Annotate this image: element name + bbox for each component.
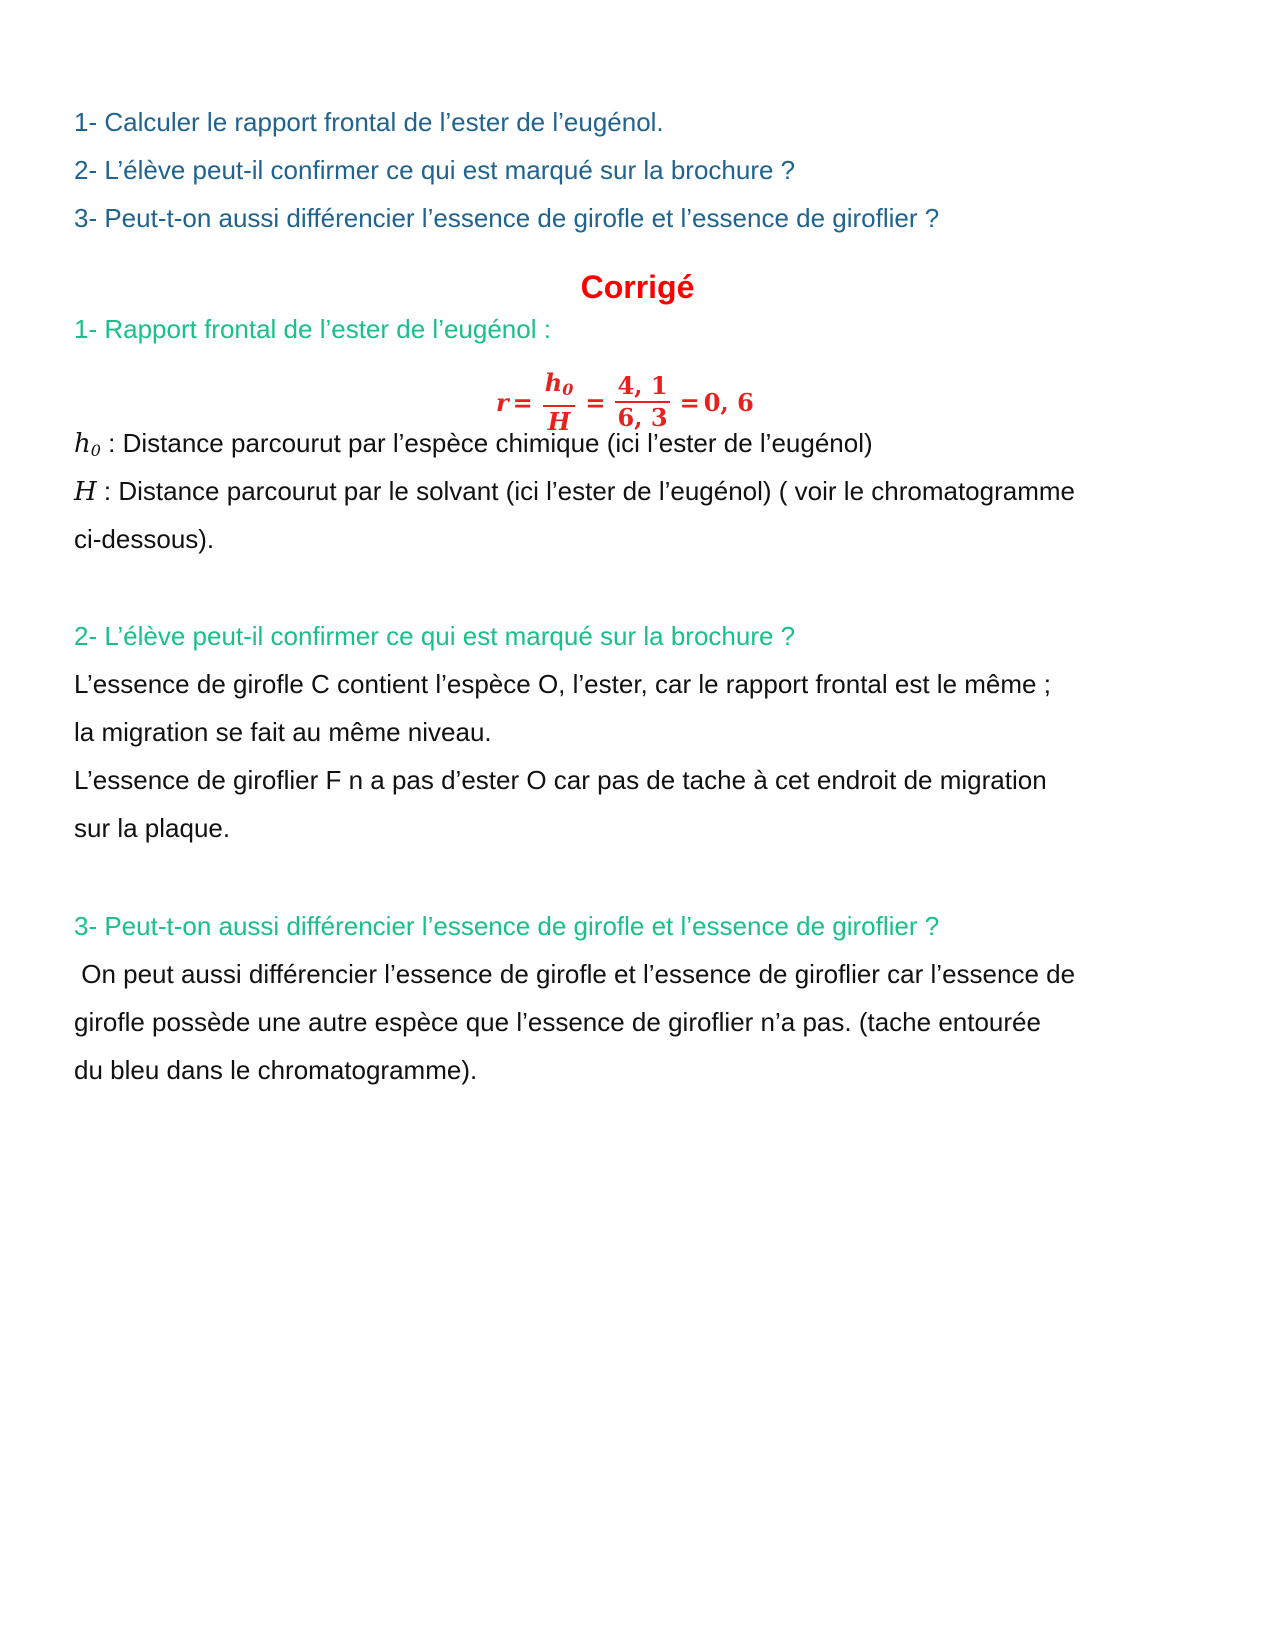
question-1: 1- Calculer le rapport frontal de l’ester de l’eugénol. [74,107,664,137]
question-2: 2- L’élève peut-il confirmer ce qui est marqué sur la brochure ? [74,155,796,185]
formula-lhs: r [496,387,509,417]
formula-result: 0, 6 [703,387,754,417]
H-definition: H : Distance parcourut par le solvant (ici l’ester de l’eugénol) ( voir le chromatogramme [74,476,1075,507]
section2-heading: 2- L’élève peut-il confirmer ce qui est marqué sur la brochure ? [74,621,796,651]
section3-heading: 3- Peut-t-on aussi différencier l’essence de girofle et l’essence de giroflier ? [74,911,940,941]
section2-line-4: sur la plaque. [74,813,231,843]
formula-fraction-numeric [615,371,669,433]
formula-eq2: = [585,387,606,417]
h0-definition: $h_0$ : Distance parcourut par l’espèce chimique (ici l’ester de l’eugénol) [74,428,873,460]
section1-heading: 1- Rapport frontal de l’ester de l’eugénol : [74,314,551,344]
section3-line-1: On peut aussi différencier l’essence de girofle et l’essence de giroflier car l’essence de [74,959,1076,989]
section2-line-2: la migration se fait au même niveau. [74,717,492,747]
section2-line-3: L’essence de giroflier F n a pas d’ester O car pas de tache à cet endroit de migration [74,765,1047,795]
section2-line-1: L’essence de girofle C contient l’espèce O, l’ester, car le rapport frontal est le même ; [74,669,1051,699]
H-definition-cont: ci-dessous). [74,524,215,554]
formula-frac2-numerator: 4, 1 [617,371,668,400]
formula-frac1-numerator: $h_0$ [544,367,574,399]
corrige-title: Corrigé [580,269,695,305]
section3-line-2: girofle possède une autre espèce que l’essence de giroflier n’a pas. (tache entourée [74,1007,1041,1037]
formula-eq1: = [512,387,533,417]
section3-line-3: du bleu dans le chromatogramme). [74,1055,478,1085]
formula-frac2-denominator: 6, 3 [617,403,668,432]
question-3: 3- Peut-t-on aussi différencier l’essence de girofle et l’essence de giroflier ? [74,203,940,233]
formula-frac1-denominator: H [547,406,571,436]
h0-symbol: $h_0$ [74,429,101,460]
formula-eq3: = [679,387,700,417]
H-symbol: H [74,477,97,507]
